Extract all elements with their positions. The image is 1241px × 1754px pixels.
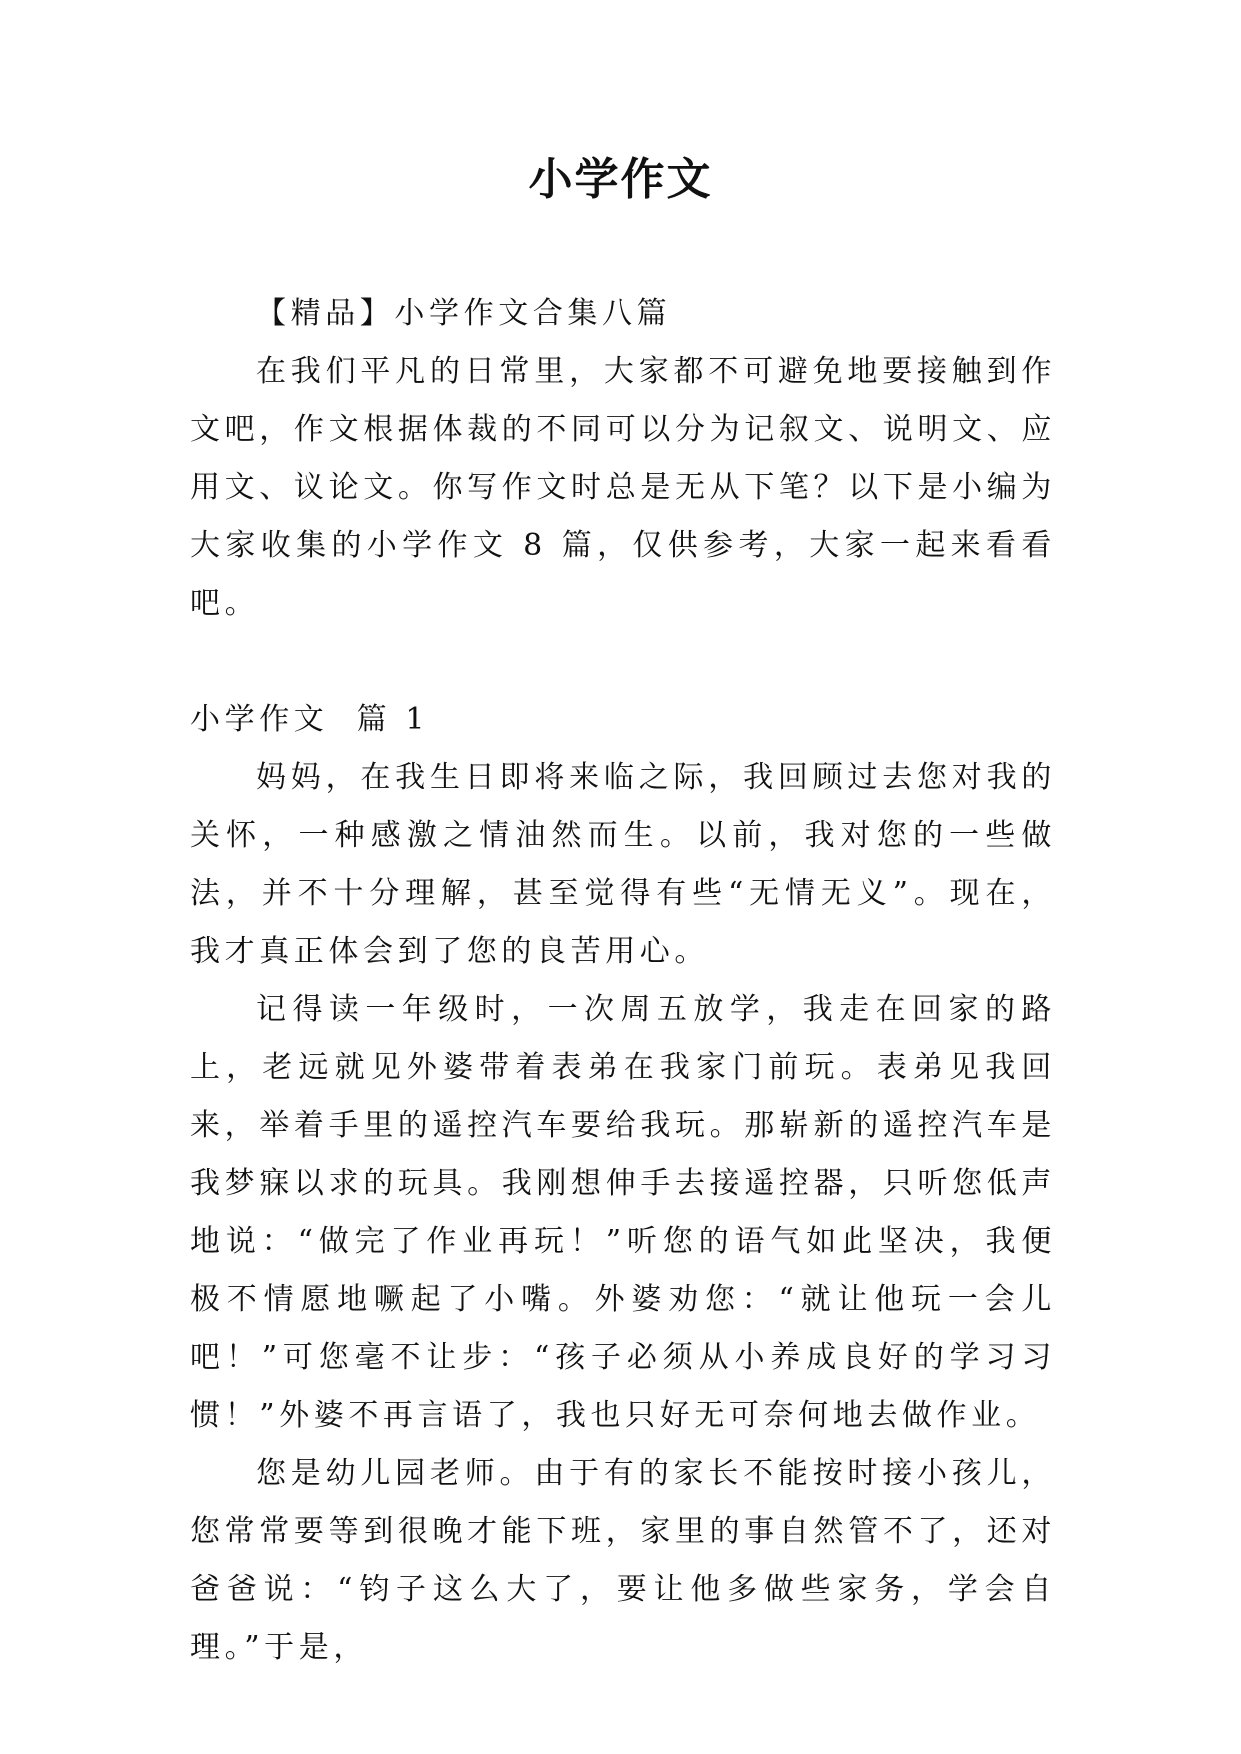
collection-subtitle: 【精品】小学作文合集八篇 bbox=[256, 296, 672, 331]
essay-paragraph: 妈妈，在我生日即将来临之际，我回顾过去您对我的关怀，一种感激之情油然而生。以前，我对您的一些做法，并不十分理解，甚至觉得有些“无情无义”。现在，我才真正体会到了您的良苦用心。 bbox=[190, 760, 1056, 969]
document-body bbox=[190, 285, 1056, 1677]
intro-paragraph: 在我们平凡的日常里，大家都不可避免地要接触到作文吧，作文根据体裁的不同可以分为记叙文、说明文、应用文、议论文。你写作文时总是无从下笔？以下是小编为大家收集的小学作文 8 篇，仅供参考，大家一起来看看吧。 bbox=[190, 354, 1056, 621]
essay-paragraph: 您是幼儿园老师。由于有的家长不能按时接小孩儿，您常常要等到很晚才能下班，家里的事自然管不了，还对爸爸说：“钧子这么大了，要让他多做些家务，学会自理。”于是， bbox=[190, 1456, 1056, 1665]
document-title: 小学作文 bbox=[528, 154, 713, 205]
essay-paragraph: 记得读一年级时，一次周五放学，我走在回家的路上，老远就见外婆带着表弟在我家门前玩。表弟见我回来，举着手里的遥控汽车要给我玩。那崭新的遥控汽车是我梦寐以求的玩具。我刚想伸手去接遥控器，只听您低声地说：“做完了作业再玩！”听您的语气如此坚决，我便极不情愿地噘起了小嘴。外婆劝您：“就让他玩一会儿吧！”可您毫不让步：“孩子必须从小养成良好的学习习惯！”外婆不再言语了，我也只好无可奈何地去做作业。 bbox=[190, 992, 1056, 1433]
section-spacer bbox=[190, 633, 1056, 691]
section-heading: 小学作文 篇 1 bbox=[190, 702, 430, 737]
